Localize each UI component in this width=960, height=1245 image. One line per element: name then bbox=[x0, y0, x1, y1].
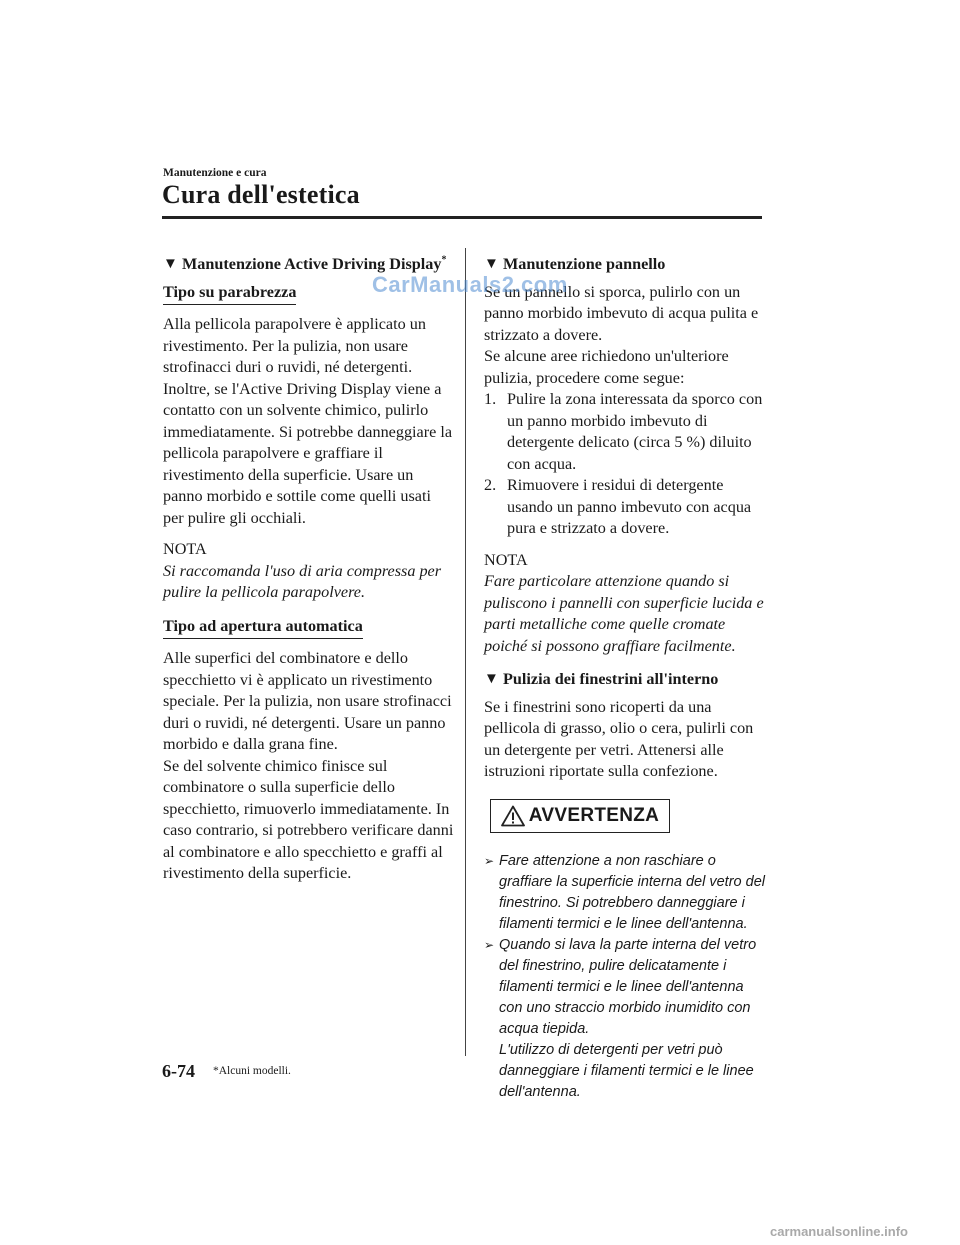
paragraph-windshield-type: Alla pellicola parapolvere è applicato un rivestimento. Per la pulizia, non usare strofinacci duri o ruvidi, né detergenti. Inoltre, se l'Active Driving Display viene a contatto con un solvente chimico, pulirlo immediatamente. Si potrebbe danneggiare la pellicola parapolvere e graffiare il rivestimento della superficie. Usare un panno morbido e sottile come quelli usati per pulire gli occhiali. bbox=[163, 315, 453, 527]
footnote: *Alcuni modelli. bbox=[213, 1065, 291, 1077]
column-divider bbox=[465, 248, 466, 1056]
list-item bbox=[484, 851, 766, 935]
note-label: NOTA bbox=[163, 540, 207, 558]
triangle-down-icon: ▼ bbox=[484, 671, 499, 687]
paragraph-pop-up-type-2: Se del solvente chimico finisce sul combinatore o sulla superficie dello specchietto, rimuoverlo immediatamente. In caso contrario, si potrebbero verificare danni al combinatore e allo specchietto e graffi al rivestimento della superficie. bbox=[163, 756, 454, 882]
paragraph-panel-2: Se alcune aree richiedono un'ulteriore pulizia, procedere come segue: bbox=[484, 347, 729, 387]
note-text: Fare particolare attenzione quando si puliscono i pannelli con superficie lucida e parti metalliche come quelle cromate poiché si possono graffiare facilmente. bbox=[484, 572, 764, 655]
step-text: Rimuovere i residui di detergente usando un panno imbevuto con acqua pura e strizzato a dovere. bbox=[507, 476, 752, 537]
warning-text: L'utilizzo di detergenti per vetri può danneggiare i filamenti termici e le linee dell'antenna. bbox=[499, 1041, 754, 1100]
list-item bbox=[484, 475, 766, 540]
step-text: Pulire la zona interessata da sporco con un panno morbido imbevuto di detergente delicato (circa 5 %) diluito con acqua. bbox=[507, 390, 763, 473]
heading-title: Manutenzione Active Driving Display bbox=[182, 255, 442, 273]
arrow-right-icon: ➢ bbox=[484, 937, 495, 952]
paragraph-windows: Se i finestrini sono ricoperti da una pellicola di grasso, olio o cera, pulirli con un detergente per vetri. Attenersi alle istruzioni riportate sulla confezione. bbox=[484, 697, 754, 780]
note-label: NOTA bbox=[484, 550, 528, 569]
warning-text: Fare attenzione a non raschiare o graffiare la superficie interna del vetro del finestrino. Si potrebbero danneggiare i filamenti termici e le linee dell'antenna. bbox=[499, 852, 765, 932]
triangle-down-icon: ▼ bbox=[484, 256, 499, 272]
steps-list bbox=[484, 389, 766, 540]
left-column bbox=[163, 254, 455, 895]
triangle-down-icon: ▼ bbox=[163, 256, 178, 272]
warning-text: Quando si lava la parte interna del vetro del finestrino, pulire delicatamente i filamenti termici e le linee dell'antenna con uno straccio morbido inumidito con acqua tiepida. bbox=[499, 936, 757, 1037]
right-column bbox=[484, 254, 766, 1103]
warning-label: AVVERTENZA bbox=[528, 804, 660, 826]
watermark-logo: CarManuals2.com bbox=[372, 272, 568, 297]
arrow-right-icon: ➢ bbox=[484, 853, 495, 868]
warning-triangle-icon bbox=[501, 805, 525, 827]
step-number: 2. bbox=[484, 476, 497, 494]
page-number: 6-74 bbox=[162, 1061, 195, 1081]
step-number: 1. bbox=[484, 390, 497, 408]
paragraph-panel-1: Se un pannello si sporca, pulirlo con un panno morbido imbevuto di acqua pulita e strizzato a dovere. bbox=[484, 282, 759, 344]
page-title: Cura dell'estetica bbox=[162, 180, 360, 209]
heading-title: Manutenzione pannello bbox=[503, 255, 666, 273]
section-label: Manutenzione e cura bbox=[163, 167, 267, 179]
heading-title: Pulizia dei finestrini all'interno bbox=[503, 670, 719, 688]
paragraph-pop-up-type-1: Alle superfici del combinatore e dello specchietto vi è applicato un rivestimento speciale. Per la pulizia, non usare strofinacci duri o ruvidi, né detergenti. Usare un panno morbido e dalla grana fine. bbox=[163, 649, 452, 753]
list-item bbox=[484, 935, 766, 1103]
footnote-marker: * bbox=[441, 254, 447, 266]
list-item bbox=[484, 389, 766, 475]
section-heading-windows bbox=[484, 669, 766, 691]
subheading-pop-up-type: Tipo ad apertura automatica bbox=[163, 616, 363, 640]
watermark-text: carmanualsonline.info bbox=[770, 1224, 908, 1239]
subheading-windshield-type: Tipo su parabrezza bbox=[163, 282, 296, 306]
warning-box bbox=[490, 799, 670, 833]
title-rule bbox=[162, 216, 762, 219]
note-text: Si raccomanda l'uso di aria compressa per pulire la pellicola parapolvere. bbox=[163, 561, 442, 601]
